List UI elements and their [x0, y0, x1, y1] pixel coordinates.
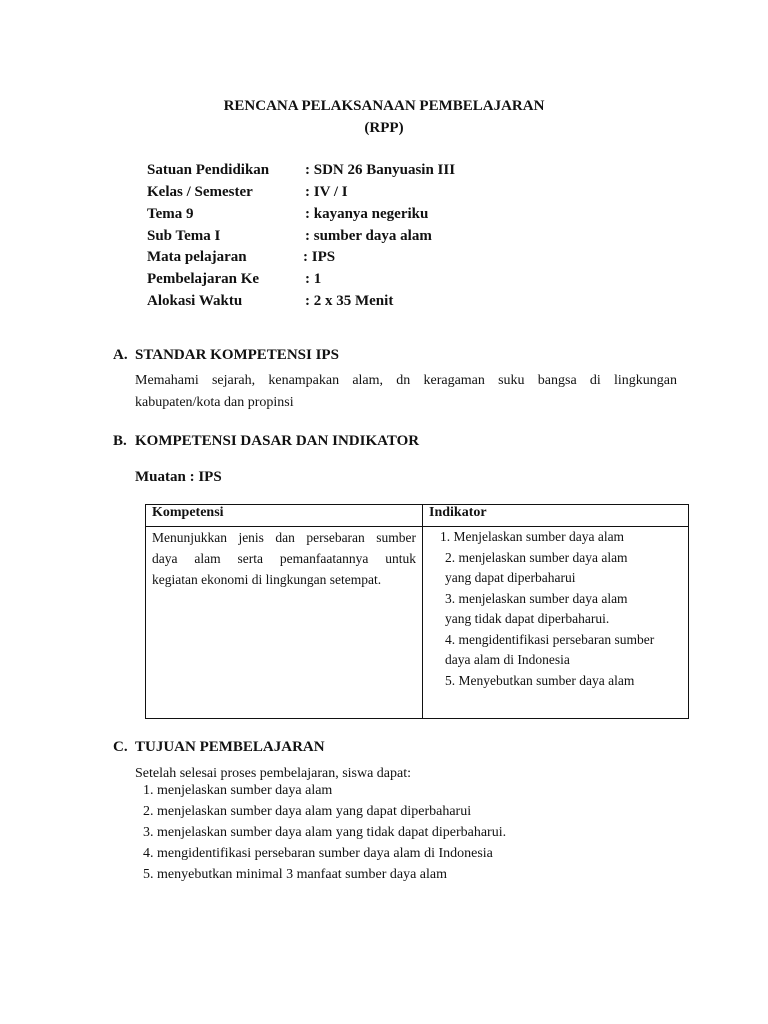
- indikator-line: 1. Menjelaskan sumber daya alam: [440, 529, 625, 544]
- list-item: 5. menyebutkan minimal 3 manfaat sumber daya alam: [143, 867, 448, 882]
- section-c-intro: Setelah selesai proses pembelajaran, siswa dapat:: [135, 766, 412, 781]
- section-a-title: STANDAR KOMPETENSI IPS: [135, 347, 339, 363]
- list-item: 3. menjelaskan sumber daya alam yang tidak dapat diperbaharui.: [143, 825, 507, 840]
- indikator-line: yang tidak dapat diperbaharui.: [445, 611, 610, 626]
- meta-label: Alokasi Waktu: [147, 293, 243, 309]
- table-header-kompetensi: Kompetensi: [146, 505, 423, 527]
- section-c-title: TUJUAN PEMBELAJARAN: [135, 739, 325, 755]
- meta-label: Tema 9: [147, 206, 194, 222]
- meta-label: Pembelajaran Ke: [147, 271, 260, 287]
- meta-label: Kelas / Semester: [147, 184, 253, 200]
- meta-value: : IV / I: [305, 184, 348, 200]
- section-c-letter: C.: [113, 739, 128, 755]
- meta-label: Sub Tema I: [147, 228, 221, 244]
- indikator-line: daya alam di Indonesia: [445, 652, 570, 667]
- section-a-text-line2: kabupaten/kota dan propinsi: [135, 395, 294, 410]
- meta-label: Mata pelajaran: [147, 249, 247, 265]
- kompetensi-line: Menunjukkan jenis dan persebaran sumber: [152, 530, 416, 545]
- section-a-text-line1: Memahami sejarah, kenampakan alam, dn keragaman suku bangsa di lingkungan: [135, 373, 677, 388]
- indikator-line: yang dapat diperbaharui: [445, 570, 576, 585]
- section-b-title: KOMPETENSI DASAR DAN INDIKATOR: [135, 433, 420, 449]
- document-subtitle: (RPP): [364, 120, 404, 136]
- list-item: 4. mengidentifikasi persebaran sumber daya alam di Indonesia: [143, 846, 493, 861]
- table-row: [146, 527, 689, 719]
- kompetensi-cell: [146, 527, 423, 719]
- kompetensi-line: daya alam serta pemanfaatannya untuk: [152, 551, 416, 566]
- indikator-line: 3. menjelaskan sumber daya alam: [445, 590, 628, 606]
- indikator-line: 5. Menyebutkan sumber daya alam: [445, 672, 635, 688]
- document-title: RENCANA PELAKSANAAN PEMBELAJARAN: [223, 98, 545, 114]
- indikator-line: 2. menjelaskan sumber daya alam: [445, 549, 628, 565]
- list-item: 1. menjelaskan sumber daya alam: [143, 783, 333, 798]
- kompetensi-table: [145, 504, 689, 719]
- table-header-row: [146, 505, 689, 527]
- meta-value: : kayanya negeriku: [305, 206, 429, 222]
- meta-label: Satuan Pendidikan: [147, 162, 270, 178]
- section-b-letter: B.: [113, 433, 127, 449]
- muatan-label: Muatan : IPS: [135, 469, 222, 485]
- meta-value: : 1: [305, 271, 322, 287]
- tujuan-list: [143, 780, 506, 885]
- meta-value: : SDN 26 Banyuasin III: [305, 162, 456, 178]
- meta-value: : IPS: [303, 249, 336, 265]
- section-a-letter: A.: [113, 347, 128, 363]
- meta-value: : sumber daya alam: [305, 228, 432, 244]
- list-item: 2. menjelaskan sumber daya alam yang dapat diperbaharui: [143, 804, 472, 819]
- meta-value: : 2 x 35 Menit: [305, 293, 394, 309]
- table-header-indikator: Indikator: [423, 505, 689, 527]
- indikator-cell: [423, 527, 689, 719]
- kompetensi-line: kegiatan ekonomi di lingkungan setempat.: [152, 572, 382, 587]
- indikator-line: 4. mengidentifikasi persebaran sumber: [445, 631, 655, 647]
